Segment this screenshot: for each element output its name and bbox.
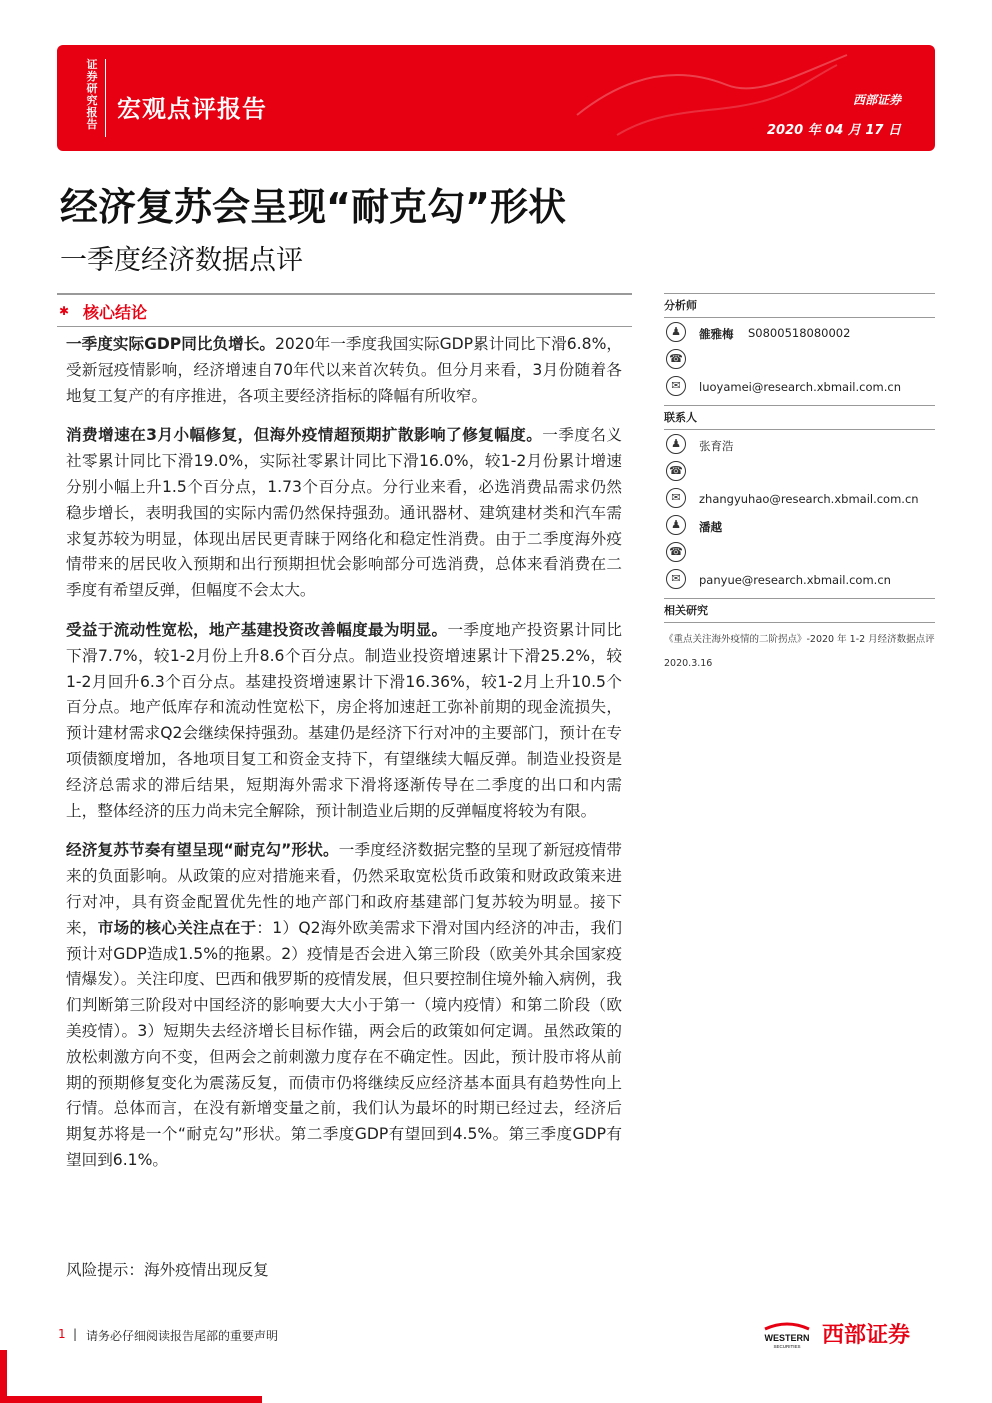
related-heading: 相关研究: [664, 604, 708, 617]
logo-mark-text: WESTERN: [764, 1333, 810, 1343]
banner-divider: [105, 59, 106, 137]
footer-separator: |: [73, 1327, 78, 1341]
report-title: 经济复苏会呈现“耐克勾”形状: [60, 185, 566, 229]
paragraph-investment: [66, 618, 622, 824]
contact2-name: 潘越: [699, 520, 722, 534]
firm-logo-text: 西部证券: [822, 1323, 911, 1348]
sidebar: [664, 293, 935, 669]
paragraph-text: 一季度名义社零累计同比下滑19.0%，实际社零累计同比下滑16.0%，较1-2月份累计增速分别小幅上升1.5个百分点，1.73个百分点。分行业来看，必选消费品需求仍然稳步增长，表明我国的实际内需仍然保持强劲。通讯器材、建筑建材类和汽车需求复苏较为明显，体现出居民更青睐于网络化和稳定性消费。由于二季度海外疫情带来的居民收入预期和出行预期担忧会影响部分可选消费，总体来看消费在二季度有希望反弹，但幅度不会太大。: [66, 426, 622, 600]
corner-accent: [0, 1396, 262, 1403]
person-icon: ♟: [666, 322, 686, 342]
email-icon: ✉: [666, 376, 686, 396]
paragraph-lead: 经济复苏节奏有望呈现“耐克勾”形状。: [66, 841, 339, 860]
related-report-link[interactable]: 《重点关注海外疫情的二阶拐点》-2020 年 1-2 月经济数据点评: [664, 634, 935, 645]
related-report-date: 2020.3.16: [664, 658, 713, 669]
contact1-name: 张育浩: [699, 439, 734, 453]
report-date: 2020 年 04 月 17 日: [767, 123, 901, 138]
paragraph-recovery: [66, 838, 622, 1173]
logo-mark-sub: SECURITIES: [773, 1344, 801, 1349]
page-number: 1: [58, 1327, 66, 1341]
paragraph-lead: 消费增速在3月小幅修复，但海外疫情超预期扩散影响了修复幅度。: [66, 426, 543, 445]
phone-icon: ☎: [666, 461, 686, 481]
sidebar-rule: [664, 622, 935, 623]
analyst-name-row: [664, 320, 935, 347]
contact1-email-row: [664, 486, 935, 513]
bullet-star-icon: ✱: [59, 304, 70, 318]
contact2-name-row: [664, 513, 935, 540]
analyst-name: 雒雅梅: [699, 327, 734, 341]
paragraph-text: 一季度地产投资累计同比下滑7.7%，较1-2月份上升8.6个百分点。制造业投资增速累计下滑25.2%，较1-2月回升6.3个百分点。基建投资增速累计下滑16.36%，较1-2月上升10.5个百分点。地产低库存和流动性宽松下，房企将加速赶工弥补前期的现金流损失，预计建材需求Q2会继续保持强劲。基建仍是经济下行对冲的主要部门，预计在专项债额度增加，各地项目复工和资金支持下，有望继续大幅反弹。制造业投资是经济总需求的滞后结果，短期海外需求下滑将逐渐传导在二季度的出口和内需上，整体经济的压力尚未完全解除，预计制造业后期的反弹幅度将较为有限。: [66, 620, 622, 820]
paragraph-lead: 受益于流动性宽松，地产基建投资改善幅度最为明显。: [66, 620, 448, 639]
person-icon: ♟: [666, 515, 686, 535]
paragraph-gdp: [66, 332, 622, 409]
report-type: 宏观点评报告: [117, 95, 267, 123]
paragraph-consumption: [66, 423, 622, 604]
section-label: 核心结论: [83, 303, 148, 322]
header-banner: [57, 45, 935, 151]
phone-icon: ☎: [666, 542, 686, 562]
firm-name: 西部证券: [852, 93, 901, 107]
paragraph-lead: 一季度实际GDP同比负增长。: [66, 335, 275, 353]
paragraph-highlight: 市场的核心关注点在于: [97, 918, 257, 937]
analyst-cert: S0800518080002: [748, 326, 851, 340]
section-bottom-rule: [57, 326, 632, 327]
contact-heading: 联系人: [664, 411, 697, 424]
person-icon: ♟: [666, 434, 686, 454]
main-body: [66, 332, 622, 1174]
paragraph-text: ：1）Q2海外欧美需求下滑对国内经济的冲击，我们预计对GDP造成1.5%的拖累。2）疫情是否会进入第三阶段（欧美外其余国家疫情爆发）。关注印度、巴西和俄罗斯的疫情发展，但只要控制住境外输入病例，我们判断第三阶段对中国经济的影响要大大小于第一（境内疫情）和第二阶段（欧美疫情）。3）短期失去经济增长目标作锚，两会后的政策如何定调。虽然政策的放松刺激方向不变，但两会之前刺激力度存在不确定性。因此，预计股市将从前期的预期修复变化为震荡反复，而债市仍将继续反应经济基本面具有趋势性向上行情。总体而言，在没有新增变量之前，我们认为最坏的时期已经过去，经济后期复苏将是一个“耐克勾”形状。第二季度GDP有望回到4.5%。第三季度GDP有望回到6.1%。: [66, 918, 622, 1169]
sidebar-rule: [664, 317, 935, 318]
section-top-rule: [57, 293, 632, 295]
footer-notice: 请务必仔细阅读报告尾部的重要声明: [86, 1329, 279, 1343]
risk-note: 风险提示：海外疫情出现反复: [66, 1261, 269, 1279]
section-heading: [57, 300, 632, 324]
contact2-email-row: [664, 567, 935, 594]
analyst-email[interactable]: luoyamei@research.xbmail.com.cn: [699, 380, 901, 394]
contact1-phone-row: [664, 459, 935, 486]
email-icon: ✉: [666, 569, 686, 589]
analyst-phone-row: [664, 347, 935, 374]
report-subtitle: 一季度经济数据点评: [60, 245, 303, 276]
analyst-email-row: [664, 374, 935, 401]
contact2-email[interactable]: panyue@research.xbmail.com.cn: [699, 573, 891, 587]
contact1-email[interactable]: zhangyuhao@research.xbmail.com.cn: [699, 492, 919, 506]
contact2-phone-row: [664, 540, 935, 567]
western-logo-icon: [757, 1321, 817, 1349]
paragraph-text: 一季度经济数据完整的呈现了新冠疫情带来的负面影响。从政策的应对措施来看，仍然采取宽松货币政策和财政政策来进行对冲，具有资金配置优先性的地产部门和政府基建部门复苏较为明显。接下来，: [66, 841, 622, 937]
contact1-name-row: [664, 432, 935, 459]
vertical-label: 证券研究报告: [86, 58, 98, 131]
phone-icon: ☎: [666, 349, 686, 369]
paragraph-text: 2020年一季度我国实际GDP累计同比下滑6.8%，受新冠疫情影响，经济增速自70年代以来首次转负。但分月来看，3月份随着各地复工复产的有序推进，各项主要经济指标的降幅有所收窄。: [66, 335, 622, 405]
analyst-heading: 分析师: [664, 299, 697, 312]
sidebar-rule: [664, 429, 935, 430]
email-icon: ✉: [666, 488, 686, 508]
